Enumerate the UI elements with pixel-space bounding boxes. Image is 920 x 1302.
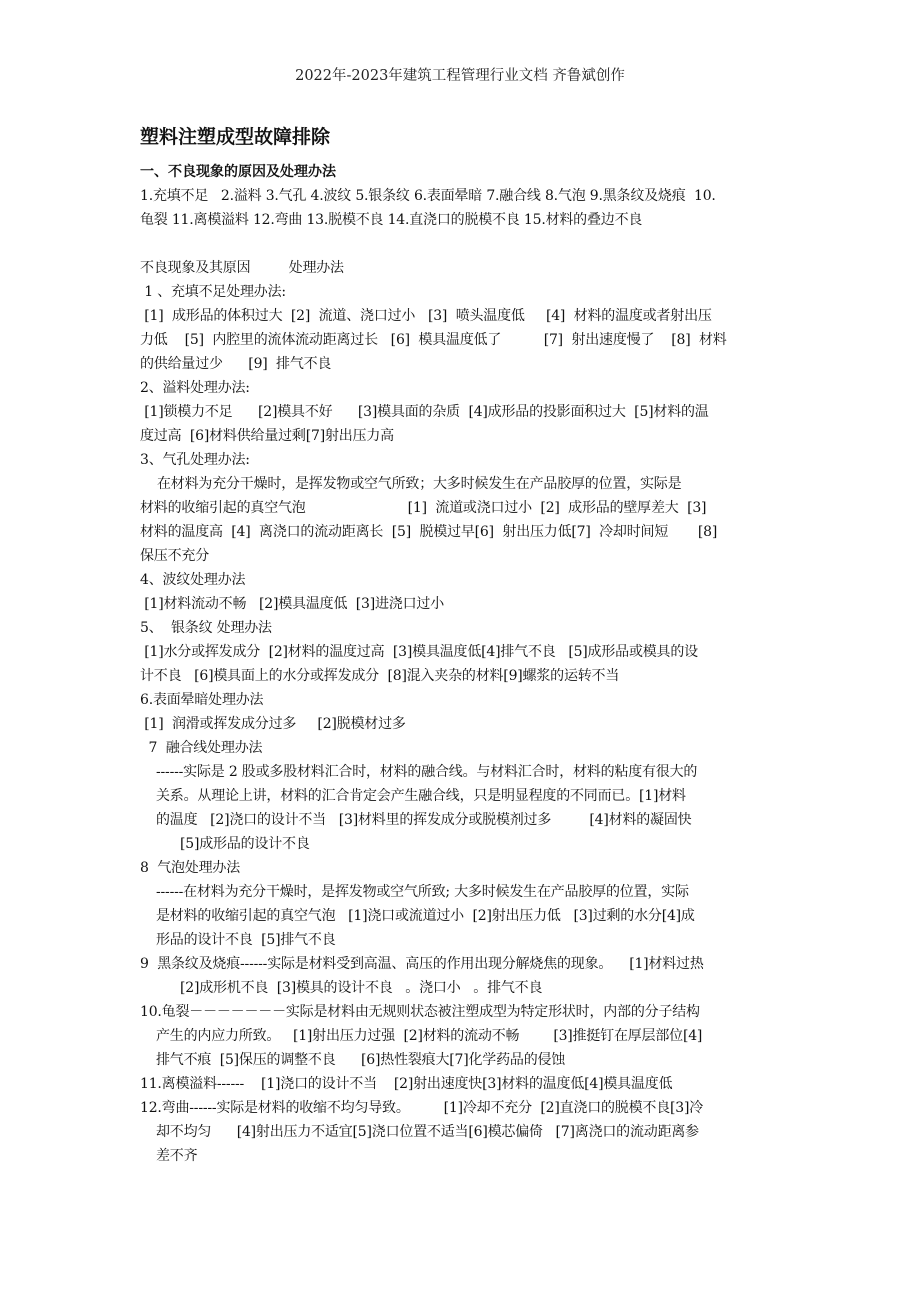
item-title: 5、 银条纹 处理办法	[140, 620, 272, 636]
item-line: 形品的设计不良 [5]排气不良	[156, 932, 336, 948]
item-line: [5]成形品的设计不良	[180, 836, 310, 852]
item-line: 材料的温度高 [4] 离浇口的流动距离长 [5] 脱模过早[6] 射出压力低[7] 冷却时间短 [8]	[140, 524, 718, 540]
section-heading: 一、不良现象的原因及处理办法	[140, 164, 336, 180]
item-title: 6.表面晕暗处理办法	[140, 692, 264, 708]
item-title: 4、波纹处理办法	[140, 572, 246, 588]
item-title: 9 黑条纹及烧痕------实际是材料受到高温、高压的作用出现分解烧焦的现象。 [1]材料过热	[140, 956, 704, 972]
item-title: 8 气泡处理办法	[140, 860, 241, 876]
summary-line: 1.充填不足 2.溢料 3.气孔 4.波纹 5.银条纹 6.表面晕暗 7.融合线 8.气泡 9.黑条纹及烧痕 10.	[140, 188, 716, 204]
item-title: 3、气孔处理办法:	[140, 452, 250, 468]
item-title: 2、溢料处理办法:	[140, 380, 250, 396]
item-title: 7 融合线处理办法	[140, 740, 263, 756]
item-title: 12.弯曲------实际是材料的收缩不均匀导致。 [1]冷却不充分 [2]直浇口的脱模不良[3]冷	[140, 1100, 704, 1116]
item-line: [1] 润滑或挥发成分过多 [2]脱模材过多	[140, 716, 406, 732]
item-line: 的温度 [2]浇口的设计不当 [3]材料里的挥发成分或脱模剂过多 [4]材料的凝固快	[156, 812, 692, 828]
summary-line: 龟裂 11.离模溢料 12.弯曲 13.脱模不良 14.直浇口的脱模不良 15.材料的叠边不良	[140, 212, 643, 228]
item-line: 材料的收缩引起的真空气泡 [1] 流道或浇口过小 [2] 成形品的壁厚差大 [3]	[140, 500, 707, 516]
item-line: 计不良 [6]模具面上的水分或挥发成分 [8]混入夹杂的材料[9]螺浆的运转不当	[140, 668, 620, 684]
item-line: 却不均匀 [4]射出压力不适宜[5]浇口位置不适当[6]模芯偏倚 [7]离浇口的流动距离参	[156, 1124, 699, 1140]
item-line: ------实际是 2 股或多股材料汇合时，材料的融合线。与材料汇合时，材料的粘度有很大的	[156, 764, 698, 780]
item-line: 是材料的收缩引起的真空气泡 [1]浇口或流道过小 [2]射出压力低 [3]过剩的水分[4]成	[156, 908, 695, 924]
item-line: [1]水分或挥发成分 [2]材料的温度过高 [3]模具温度低[4]排气不良 [5]成形品或模具的设	[140, 644, 698, 660]
item-line: ------在材料为充分干燥时，是挥发物或空气所致; 大多时候发生在产品胶厚的位置，实际	[156, 884, 689, 900]
item-title: 11.离模溢料------ [1]浇口的设计不当 [2]射出速度快[3]材料的温度低[4]模具温度低	[140, 1076, 673, 1092]
table-header: 不良现象及其原因 处理办法	[140, 260, 344, 276]
page-header: 2022年-2023年建筑工程管理行业文档 齐鲁斌创作	[295, 68, 625, 84]
item-line: 产生的内应力所致。 [1]射出压力过强 [2]材料的流动不畅 [3]推挺钉在厚层部位[4]	[156, 1028, 703, 1044]
document-title: 塑料注塑成型故障排除	[140, 126, 331, 148]
item-line: 排气不痕 [5]保压的调整不良 [6]热性裂痕大[7]化学药品的侵蚀	[156, 1052, 566, 1068]
item-line: [1]材料流动不畅 [2]模具温度低 [3]进浇口过小	[140, 596, 444, 612]
item-line: 力低 [5] 内腔里的流体流动距离过长 [6] 模具温度低了 [7] 射出速度慢了 [8] 材料	[140, 332, 727, 348]
item-line: 差不齐	[156, 1148, 198, 1164]
item-line: 的供给量过少 [9] 排气不良	[140, 356, 332, 372]
item-line: 在材料为充分干燥时，是挥发物或空气所致；大多时候发生在产品胶厚的位置，实际是	[140, 476, 682, 492]
item-line: 保压不充分	[140, 548, 209, 564]
item-title: 10.龟裂－－－－－－－实际是材料由无规则状态被注塑成型为特定形状时，内部的分子结构	[140, 1004, 700, 1020]
item-line: [1] 成形品的体积过大 [2] 流道、浇口过小 [3] 喷头温度低 [4] 材料的温度或者射出压	[140, 308, 712, 324]
item-line: [1]锁模力不足 [2]模具不好 [3]模具面的杂质 [4]成形品的投影面积过大 [5]材料的温	[140, 404, 709, 420]
item-line: 关系。从理论上讲，材料的汇合肯定会产生融合线，只是明显程度的不同而已。[1]材料	[156, 788, 686, 804]
item-line: 度过高 [6]材料供给量过剩[7]射出压力高	[140, 428, 394, 444]
item-line: [2]成形机不良 [3]模具的设计不良 。浇口小 。排气不良	[180, 980, 543, 996]
item-title: 1 、充填不足处理办法:	[140, 284, 286, 300]
